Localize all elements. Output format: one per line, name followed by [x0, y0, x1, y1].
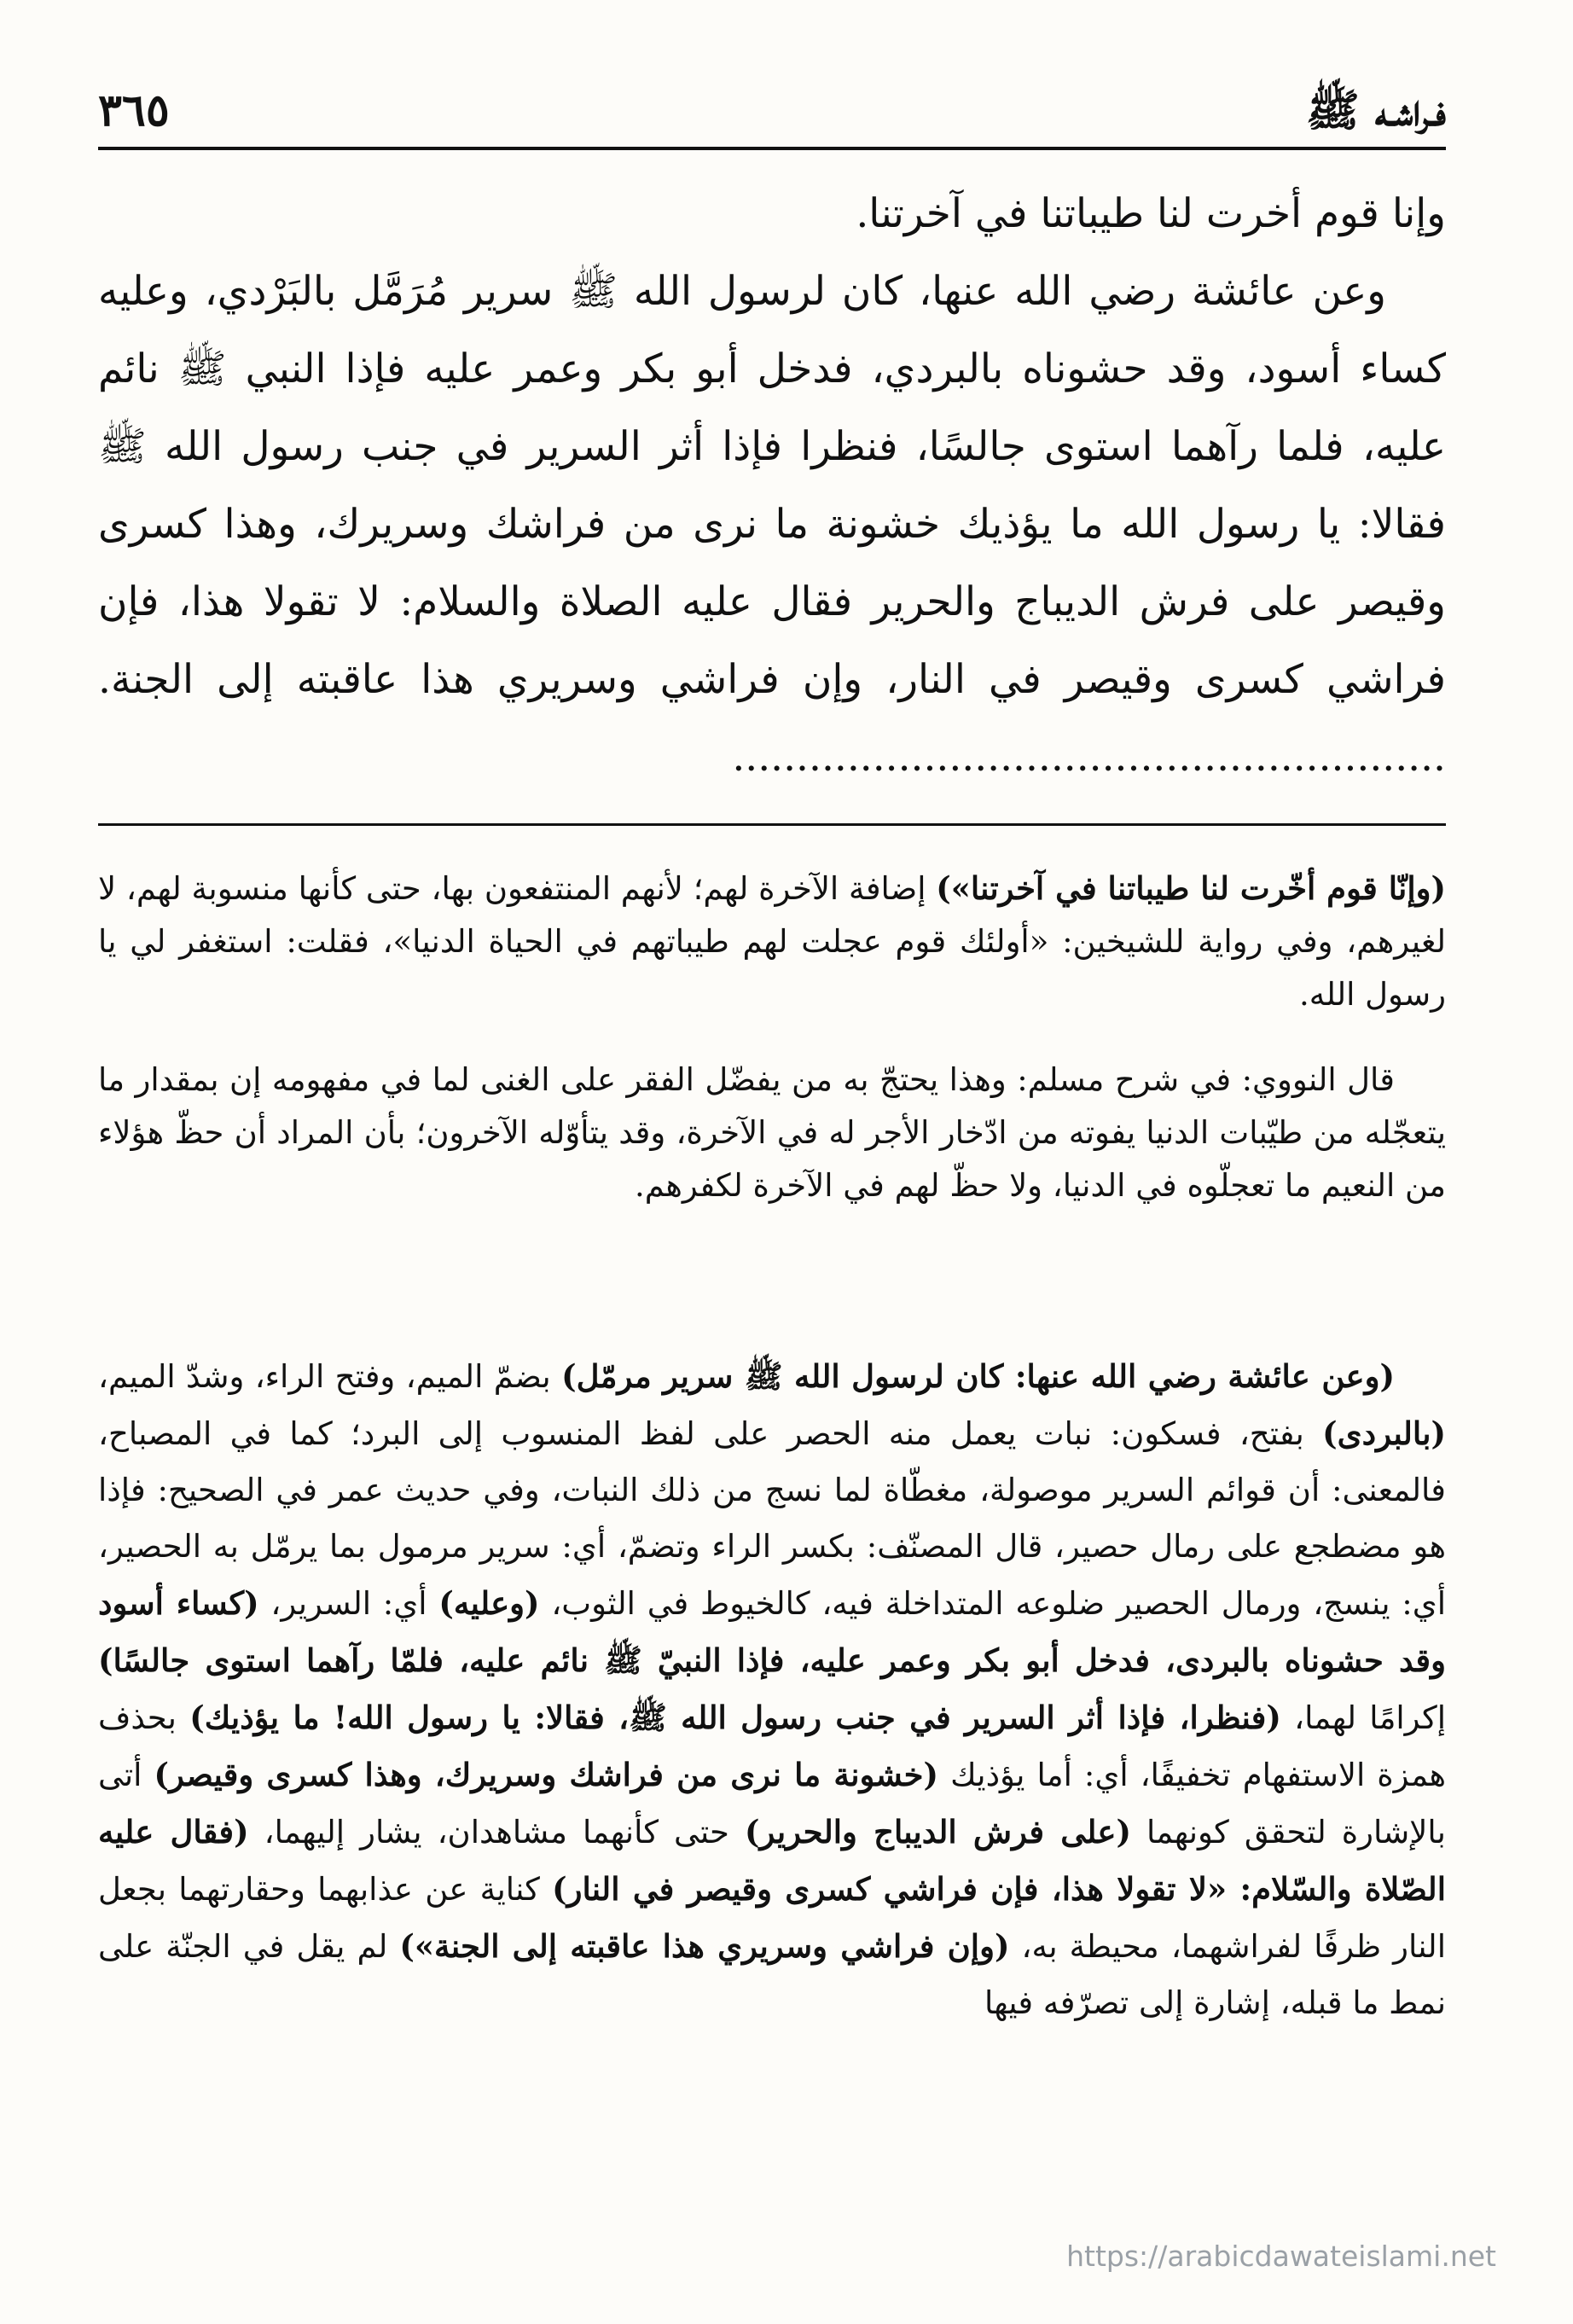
commentary-text: أي: السرير، [258, 1585, 439, 1622]
main-text [98, 175, 1446, 796]
quoted-phrase: (فنظرا، فإذا أثر السرير في جنب رسول الله ﷺ، فقالا: يا رسول الله! ما يؤذيك) [189, 1699, 1281, 1736]
commentary-divider [98, 823, 1446, 826]
quoted-phrase: (وإنّا قوم أخّرت لنا طيباتنا في آخرتنا») [936, 869, 1446, 907]
quoted-phrase: (كساء أسود وقد حشوناه بالبردى، فدخل أبو بكر وعمر عليه، فإذا النبيّ ﷺ نائم عليه، فلمّا رآهما استوى جالسًا) [98, 1584, 1446, 1679]
quoted-phrase: (فقال عليه الصّلاة والسّلام: «لا تقولا هذا، فإن فراشي كسرى وقيصر في النار) [98, 1813, 1446, 1908]
commentary-part-two [98, 1348, 1446, 2031]
commentary-text: حتى كأنهما مشاهدان، يشار إليهما، [248, 1814, 745, 1850]
page-number: ٣٦٥ [98, 84, 170, 137]
watermark-url: https://arabicdawateislami.net [1066, 2240, 1496, 2273]
commentary-paragraph-2: قال النووي: في شرح مسلم: وهذا يحتجّ به من يفضّل الفقر على الغنى لما في مفهومه إن بمقدار ما يتعجّله من طيّبات الدنيا يفوته من ادّخار الأجر له في الآخرة، وقد يتأوّله الآخرون؛ بأن المراد أن حظّ هؤلاء من النعيم ما تعجلّوه في الدنيا، ولا حظّ لهم في الآخرة لكفرهم. [98, 1061, 1446, 1204]
commentary-text: بحذف همزة الاستفهام تخفيفًا، أي: أما يؤذيك [98, 1699, 1446, 1793]
main-text-paragraph [98, 253, 1446, 796]
quoted-phrase: (خشونة ما نرى من فراشك وسريرك، وهذا كسرى وقيصر) [154, 1756, 939, 1793]
running-title: فـراشـه ﷺ [1306, 84, 1446, 137]
commentary-paragraph-3 [98, 1348, 1446, 2031]
header-rule [98, 147, 1446, 150]
quoted-phrase: (وإن فراشي وسريري هذا عاقبته إلى الجنة») [399, 1927, 1010, 1965]
main-text-body: وعن عائشة رضي الله عنها، كان لرسول الله ﷺ سرير مُرَمَّل بالبَرْدي، وعليه كساء أسود، وقد حشوناه بالبردي، فدخل أبو بكر وعمر عليه فإذا النبي ﷺ نائم عليه، فلما رآهما استوى جالسًا، فنظرا فإذا أثر السرير في جنب رسول الله ﷺ فقالا: يا رسول الله ما يؤذيك خشونة ما نرى من فراشك وسريرك، وهذا كسرى وقيصر على فرش الديباج والحرير فقال عليه الصلاة والسلام: لا تقولا هذا، فإن فراشي كسرى وقيصر في النار، وإن فراشي وسريري هذا عاقبته إلى الجنة. [98, 268, 1446, 703]
commentary-text: إكرامًا لهما، [1280, 1699, 1446, 1736]
commentary-text: إضافة الآخرة لهم؛ لأنهم المنتفعون بها، حتى كأنها منسوبة لهم، لا لغيرهم، وفي رواية للشيخين: «أولئك قوم عجلت لهم طيباتهم في الحياة الدنيا»، فقلت: استغفر لي يا رسول الله. [98, 870, 1446, 1013]
commentary-text: لم يقل في الجنّة على نمط ما قبله، إشارة إلى تصرّفه فيها [98, 1928, 1446, 2021]
main-text-line: وإنا قوم أخرت لنا طيباتنا في آخرتنا. [856, 190, 1446, 237]
commentary-text: بفتح، فسكون: نبات يعمل منه الحصر على لفظ المنسوب إلى البرد؛ كما في المصباح، فالمعنى: أن قوائم السرير موصولة، مغطّاة لما نسج من ذلك النبات، وفي حديث عمر في الصحيح: فإذا هو مضطجع على رمال حصير، قال المصنّف: بكسر الراء وتضمّ، أي: سرير مرمول بما يرمّل به الحصير، أي: ينسج، ورمال الحصير ضلوعه المتداخلة فيه، كالخيوط في الثوب، [98, 1415, 1447, 1622]
quoted-phrase: (على فرش الديباج والحرير) [744, 1813, 1131, 1850]
quoted-phrase: (بالبردى) [1322, 1415, 1446, 1452]
quoted-phrase: (وعن عائشة رضي الله عنها: كان لرسول الله ﷺ سرير مرمّل) [561, 1357, 1395, 1395]
commentary-text: أتى بالإشارة لتحقق كونهما [98, 1757, 1446, 1850]
dotted-leader: ........................................................ [732, 734, 1446, 781]
commentary-text: بضمّ الميم، وفتح الراء، وشدّ الميم، [98, 1358, 562, 1395]
quoted-phrase: (وعليه) [438, 1584, 540, 1622]
commentary-paragraph-1 [98, 862, 1446, 1021]
commentary-text: كناية عن عذابهما وحقارتهما بجعل النار ظرفًا لفراشهما، محيطة به، [98, 1871, 1446, 1965]
commentary-part-one [98, 862, 1446, 1212]
page-header [98, 81, 1446, 141]
